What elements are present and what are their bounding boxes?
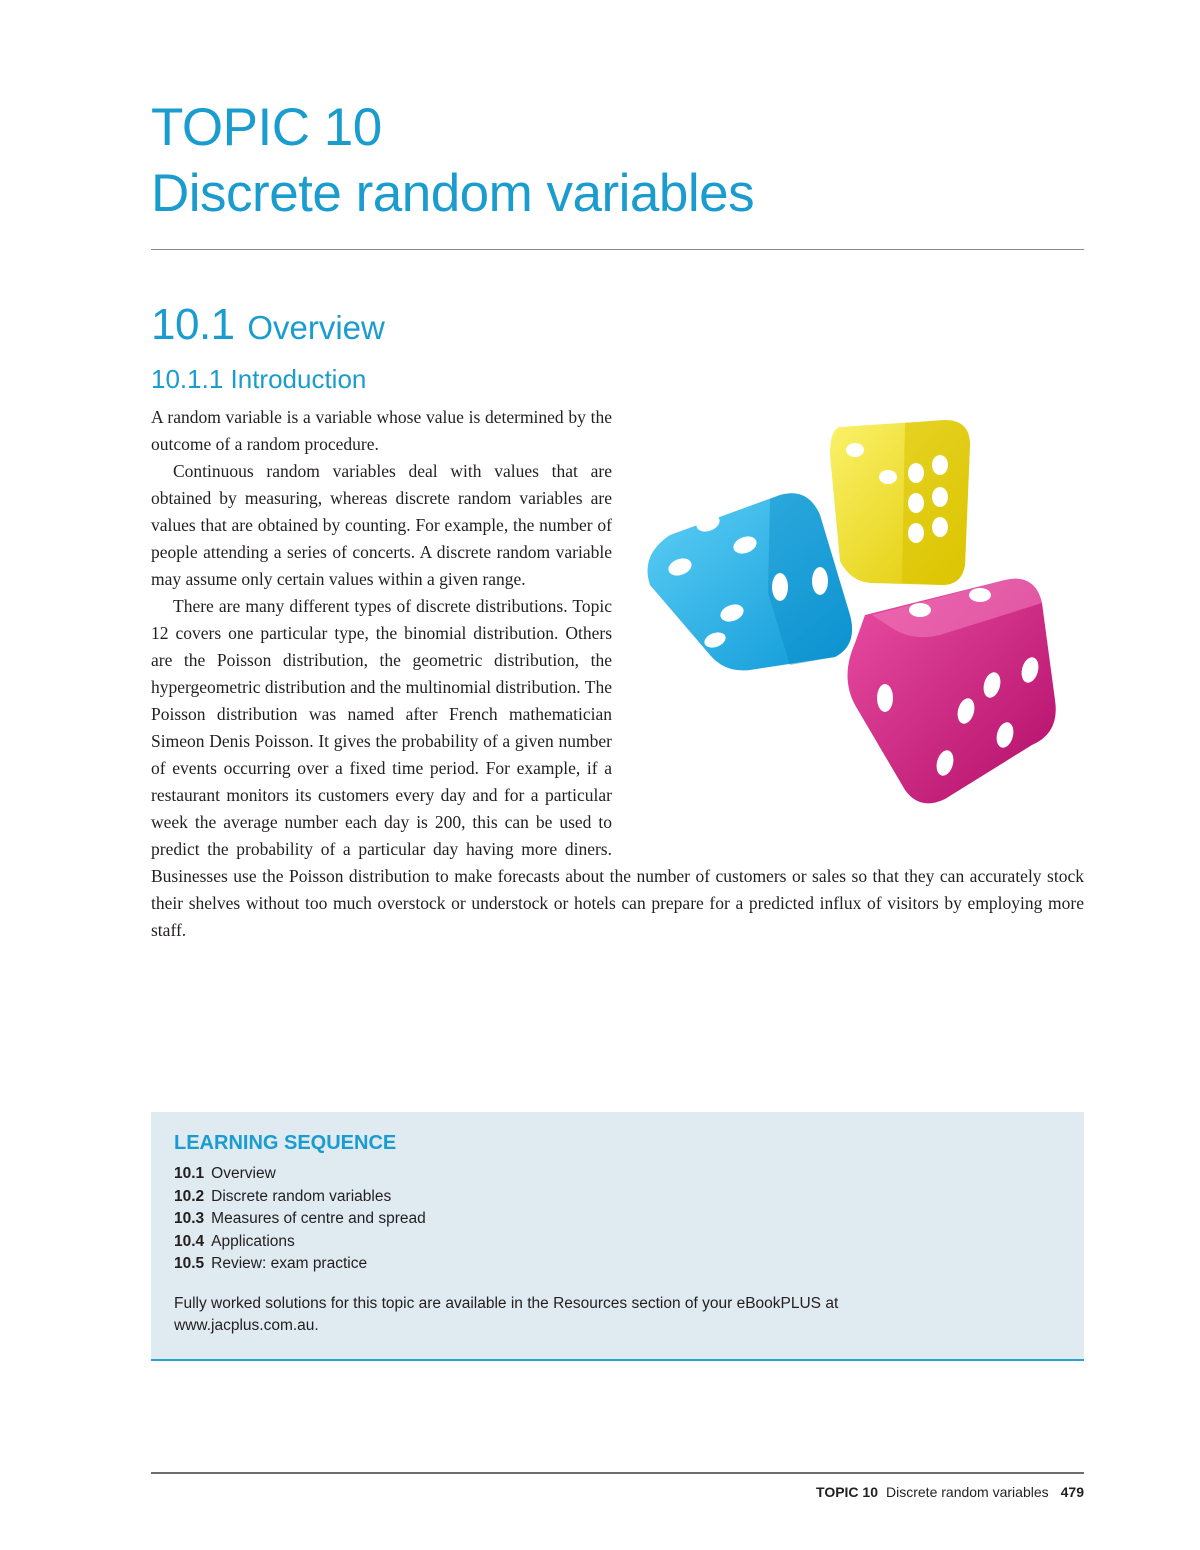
list-item [174,1208,1061,1231]
dice-illustration [640,415,1070,815]
section-heading [151,300,385,350]
magenta-die [848,579,1056,804]
footer-topic-title: Discrete random variables [886,1484,1049,1500]
sequence-label: Discrete random variables [211,1187,392,1205]
learning-sequence-heading: LEARNING SEQUENCE [174,1132,397,1154]
sequence-number: 10.5 [174,1255,205,1273]
topic-label: TOPIC 10 [151,98,382,157]
solutions-note: Fully worked solutions for this topic are available in the Resources section of your eBookPLUS at www.jacplus.com.au. [174,1294,839,1335]
blue-die [648,493,853,670]
section-number: 10.1 [151,300,235,349]
sequence-number: 10.4 [174,1232,205,1250]
sequence-label: Measures of centre and spread [211,1210,426,1228]
sequence-label: Applications [211,1232,295,1250]
header-divider [151,249,1084,250]
list-item [174,1186,1061,1209]
sequence-number: 10.2 [174,1187,205,1205]
sequence-number: 10.3 [174,1210,205,1228]
body-paragraph: There are many different types of discrete distributions. Topic 12 covers one particular type, the binomial distribution. Others are the Poisson distribution, the geometric distribution, the hypergeometric distribution and the multinomial distribution. The Poisson distribution was named after French mathematician Simeon Denis Poisson. It gives the probability of a given number of events occurring over a fixed time period. For example, if a restaurant monitors its customers every day and for a particular week the average number each day is 200, this can be used to predict the probability of a particular day having more diners. Businesses use the Poisson distribution to make forecasts about the number of customers or sales so that they can accurately stock their shelves without too much overstock or understock or hotels can prepare for a predicted influx of visitors by employing more staff. [151,596,1084,940]
sequence-number: 10.1 [174,1165,205,1182]
list-item [174,1163,1061,1186]
page-number: 479 [1060,1484,1084,1500]
footer-divider [151,1472,1084,1474]
list-item [174,1231,1061,1254]
footer-topic-label: TOPIC 10 [816,1484,879,1500]
section-title: Overview [247,309,385,346]
body-paragraph: Continuous random variables deal with values that are obtained by measuring, whereas discrete random variables are values that are obtained by counting. For example, the number of people attending a series of concerts. A discrete random variable may assume only certain values within a given range. [151,461,612,589]
yellow-die [830,420,970,585]
sequence-label: Review: exam practice [211,1255,368,1273]
learning-sequence-box [151,1112,1084,1361]
body-paragraph: A random variable is a variable whose value is determined by the outcome of a random procedure. [151,407,612,454]
sequence-label: Overview [211,1165,276,1182]
topic-title: Discrete random variables [151,164,755,223]
page-heading [151,98,754,224]
list-item [174,1253,1061,1276]
page-footer [816,1484,1084,1500]
subsection-heading: 10.1.1 Introduction [151,364,367,394]
learning-sequence-list [174,1163,1061,1276]
